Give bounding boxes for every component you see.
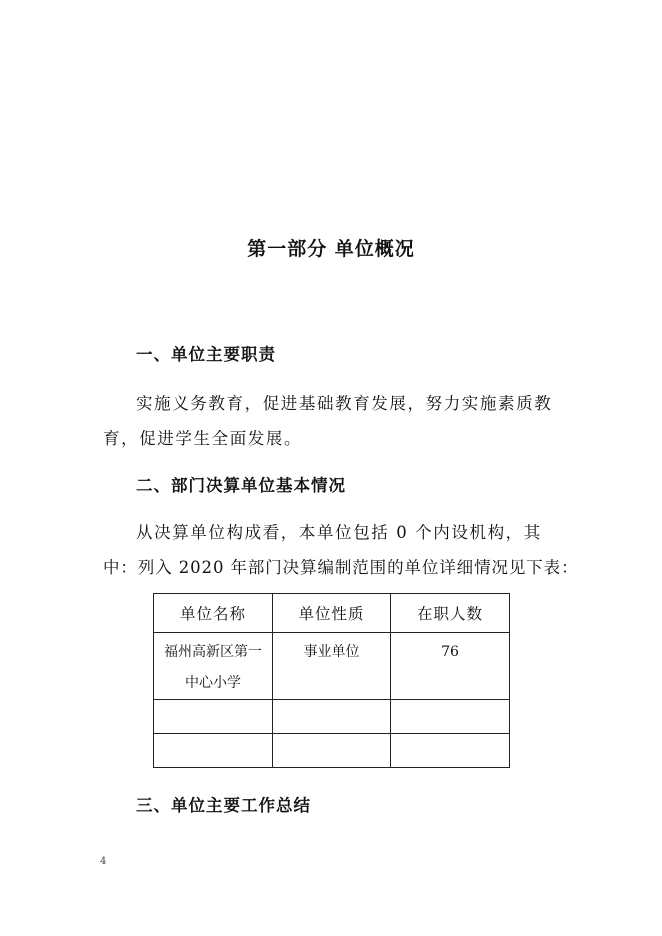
table-header-unit-name: 单位名称 bbox=[154, 594, 273, 633]
table-row bbox=[154, 734, 510, 768]
table-cell-empty bbox=[391, 734, 510, 768]
table-cell-empty bbox=[154, 734, 273, 768]
table-cell-empty bbox=[273, 700, 391, 734]
table-cell-unit-nature bbox=[273, 633, 391, 700]
table-cell-staff-count bbox=[391, 633, 510, 700]
page-title: 第一部分 单位概况 bbox=[247, 238, 415, 260]
table-cell-empty bbox=[273, 734, 391, 768]
unit-nature-text: 事业单位 bbox=[303, 644, 360, 660]
table-header-row bbox=[154, 594, 510, 633]
table-header-unit-nature: 单位性质 bbox=[273, 594, 391, 633]
unit-info-paragraph-line-2: 中：列入 2020 年部门决算编制范围的单位详细情况见下表： bbox=[103, 558, 579, 577]
duties-paragraph-line-2: 育，促进学生全面发展。 bbox=[103, 429, 303, 448]
table-cell-empty bbox=[391, 700, 510, 734]
unit-details-table bbox=[153, 593, 510, 768]
unit-info-paragraph-line-1: 从决算单位构成看，本单位包括 0 个内设机构，其 bbox=[136, 523, 542, 542]
unit-name-text: 福州高新区第一中心小学 bbox=[164, 644, 262, 691]
duties-paragraph-line-1: 实施义务教育，促进基础教育发展，努力实施素质教 bbox=[136, 394, 553, 413]
table-cell-unit-name bbox=[154, 633, 273, 700]
table-row bbox=[154, 633, 510, 700]
section-heading-duties: 一、单位主要职责 bbox=[136, 345, 276, 364]
table-header-staff-count: 在职人数 bbox=[391, 594, 510, 633]
table-row bbox=[154, 700, 510, 734]
staff-count-text: 76 bbox=[441, 644, 459, 660]
page-number: 4 bbox=[100, 856, 107, 867]
section-heading-work-summary: 三、单位主要工作总结 bbox=[136, 796, 311, 815]
section-heading-unit-info: 二、部门决算单位基本情况 bbox=[136, 476, 346, 495]
table-cell-empty bbox=[154, 700, 273, 734]
